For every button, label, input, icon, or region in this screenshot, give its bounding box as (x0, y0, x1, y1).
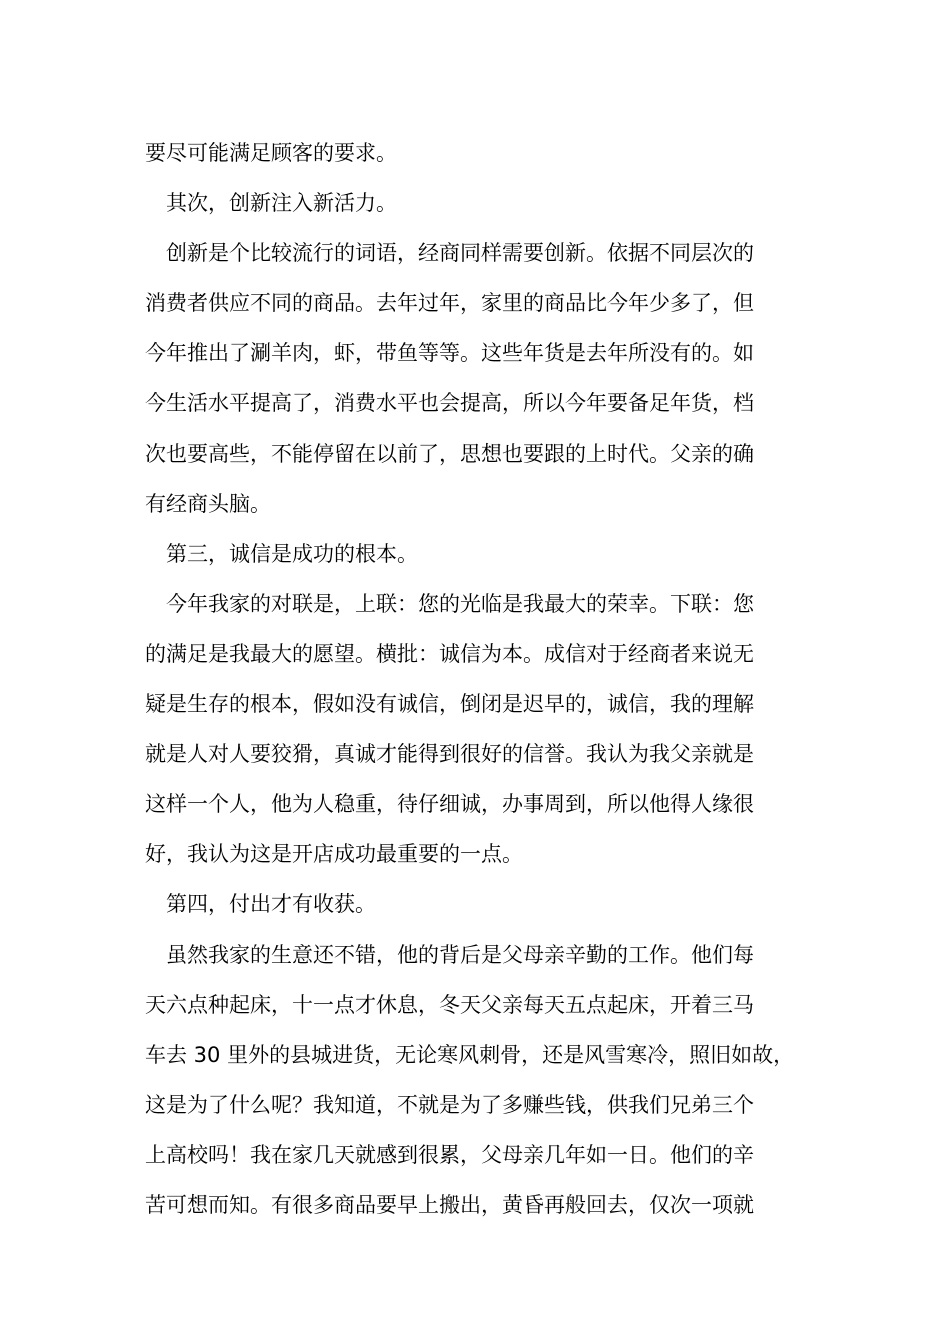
text-line: 消费者供应不同的商品。去年过年，家里的商品比今年少多了，但 (145, 291, 754, 316)
text-line: 今生活水平提高了，消费水平也会提高，所以今年要备足年货，档 (145, 391, 754, 416)
text-line: 的满足是我最大的愿望。横批：诚信为本。成信对于经商者来说无 (145, 641, 754, 666)
text-line: 这样一个人，他为人稳重，待仔细诚，办事周到，所以他得人缘很 (145, 792, 754, 817)
text-line: 今年推出了涮羊肉，虾，带鱼等等。这些年货是去年所没有的。如 (145, 341, 754, 366)
text-line: 就是人对人要狡猾，真诚才能得到很好的信誉。我认为我父亲就是 (145, 742, 754, 767)
section-heading: 第四，付出才有收获。 (166, 892, 376, 917)
text-line: 创新是个比较流行的词语，经商同样需要创新。依据不同层次的 (166, 241, 754, 266)
text-line: 要尽可能满足顾客的要求。 (145, 141, 397, 165)
text-line: 疑是生存的根本，假如没有诚信，倒闭是迟早的，诚信，我的理解 (145, 692, 754, 717)
text-line: 天六点种起床，十一点才休息，冬天父亲每天五点起床，开着三马 (145, 992, 754, 1017)
text-line: 好，我认为这是开店成功最重要的一点。 (145, 842, 523, 867)
section-heading: 其次，创新注入新活力。 (166, 191, 397, 216)
text-line: 这是为了什么呢？我知道，不就是为了多赚些钱，供我们兄弟三个 (145, 1092, 754, 1117)
text-line: 今年我家的对联是，上联：您的光临是我最大的荣幸。下联：您 (166, 591, 754, 616)
text-line: 上高校吗！我在家几天就感到很累，父母亲几年如一日。他们的辛 (145, 1142, 754, 1167)
text-line: 虽然我家的生意还不错，他的背后是父母亲辛勤的工作。他们每 (166, 942, 754, 967)
body-text (145, 128, 815, 1230)
text-line: 有经商头脑。 (145, 491, 271, 516)
text-line: 苦可想而知。有很多商品要早上搬出，黄昏再般回去，仅次一项就 (145, 1192, 754, 1217)
text-line: 车去 30 里外的县城进货，无论寒风刺骨，还是风雪寒冷，照旧如故， (145, 1042, 795, 1067)
section-heading: 第三，诚信是成功的根本。 (166, 541, 418, 566)
text-line: 次也要高些，不能停留在以前了，思想也要跟的上时代。父亲的确 (145, 441, 754, 466)
